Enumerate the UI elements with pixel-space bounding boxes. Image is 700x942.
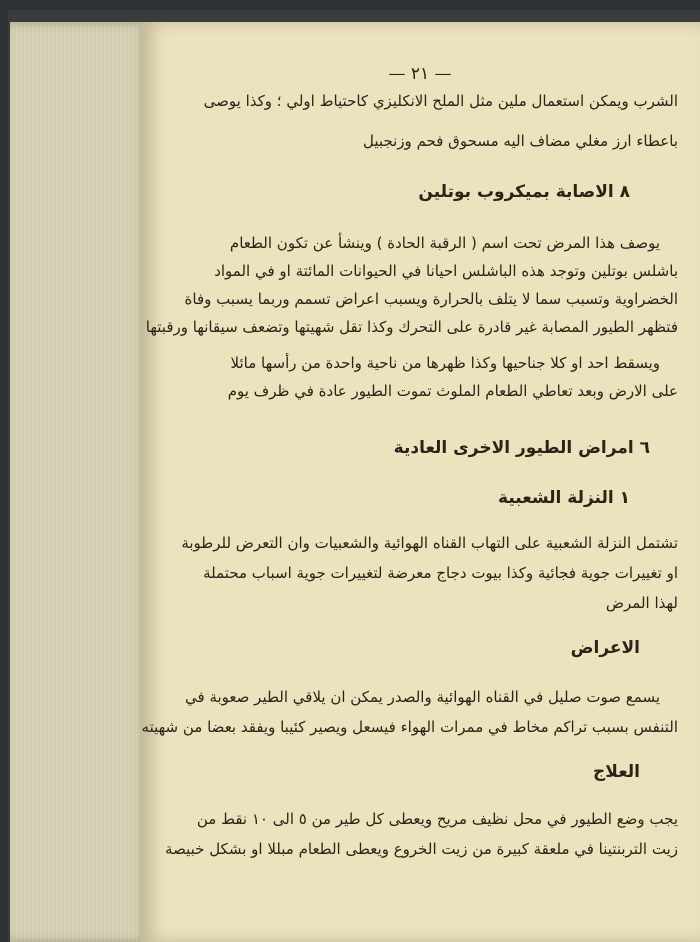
section-heading-botulism: ٨ الاصابة بميكروب بوتلين [418,182,630,202]
text-line: يسمع صوت صليل في القناه الهوائية والصدر يمكن ان يلاقي الطير صعوبة في [185,688,660,706]
section-heading-symptoms: الاعراض [570,638,640,658]
text-line: يجب وضع الطيور في محل نظيف مريح ويعطى كل طير من ٥ الى ١٠ نقط من [196,810,678,828]
section-heading-treatment: العلاج [593,762,640,782]
page-number: — ٢١ — [388,64,452,84]
text-line: باعطاء ارز مغلي مضاف اليه مسحوق فحم وزنجبيل [363,132,678,150]
text-line: باشلس بوتلين وتوجد هذه الباشلس احيانا في الحيوانات المائتة او في المواد [214,262,678,280]
text-line: يوصف هذا المرض تحت اسم ( الرقبة الحادة ) وينشأ عن تكون الطعام [229,234,660,252]
section-heading-bronchitis: ١ النزلة الشعبية [498,488,630,508]
text-line: على الارض وبعد تعاطي الطعام الملوث تموت الطيور عادة في ظرف يوم [227,382,678,400]
text-line: او تغييرات جوية فجائية وكذا بيوت دجاج معرضة لتغييرات جوية اسباب محتملة [203,564,678,582]
text-line: زيت التربنتينا في ملعقة كبيرة من زيت الخروع ويعطى الطعام مبللا او بشكل خبيصة [165,840,678,858]
text-line: تشتمل النزلة الشعبية على التهاب القناه الهوائية والشعبيات وان التعرض للرطوبة [181,534,678,552]
book-page [140,22,700,942]
text-line: الشرب ويمكن استعمال ملين مثل الملح الانكليزي كاحتياط اولي ؛ وكذا يوصى [203,92,678,110]
text-line: لهذا المرض [605,594,678,612]
text-line: التنفس بسبب تراكم مخاط في ممرات الهواء فيسعل ويصير كئيبا ويفقد بعضا من شهيته [141,718,678,736]
text-line: فتظهر الطيور المصابة غير قادرة على التحرك وكذا تقل شهيتها وتضعف سيقانها ورقبتها [145,318,678,336]
text-line: ويسقط احد او كلا جناحيها وكذا ظهرها من ناحية واحدة من رأسها مائلا [230,354,660,372]
section-heading-other-diseases: ٦ امراض الطيور الاخرى العادية [393,438,650,458]
text-line: الخضراوية وتسبب سما لا يتلف بالحرارة ويسبب اعراض تسمم وربما يسبب وفاة [184,290,678,308]
page-edges [10,22,150,942]
